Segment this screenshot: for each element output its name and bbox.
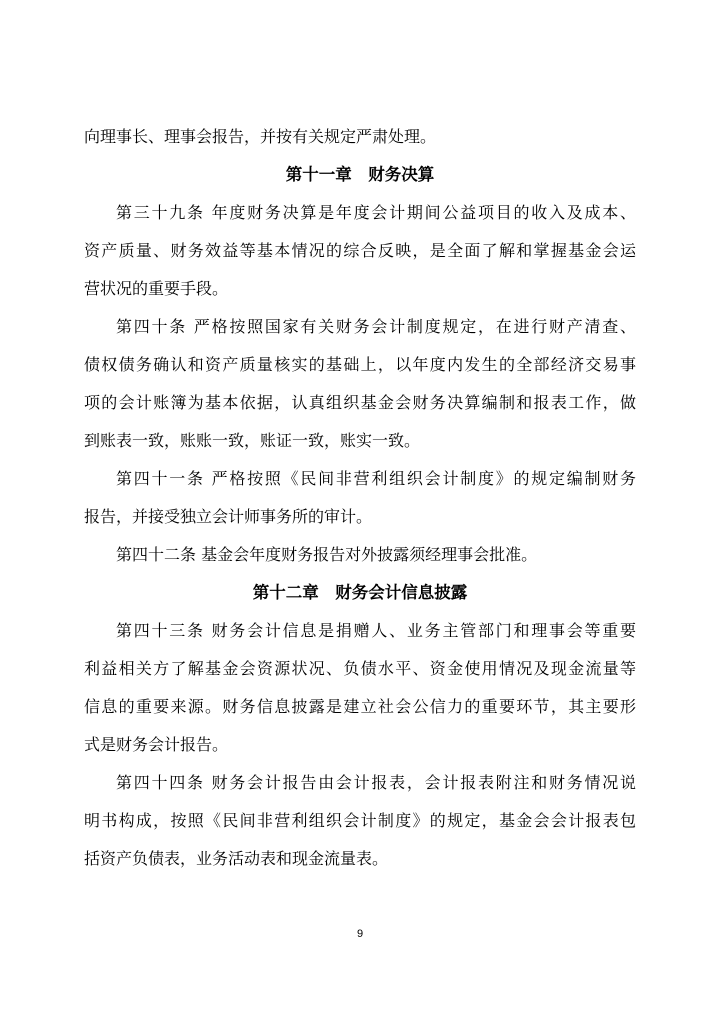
article-39-line-1: 第三十九条 年度财务决算是年度会计期间公益项目的收入及成本、 <box>116 203 636 222</box>
article-43 <box>84 612 636 764</box>
article-43-line-4: 式是财务会计报告。 <box>84 735 229 754</box>
article-43-line-2: 利益相关方了解基金会资源状况、负债水平、资金使用情况及现金流量等 <box>84 659 636 678</box>
article-40-line-2: 债权债务确认和资产质量核实的基础上，以年度内发生的全部经济交易事 <box>84 355 636 374</box>
article-41 <box>84 460 636 536</box>
article-42-line-1: 第四十二条 基金会年度财务报告对外披露须经理事会批准。 <box>116 545 538 564</box>
article-41-line-2: 报告，并接受独立会计师事务所的审计。 <box>84 507 373 526</box>
page-number: 9 <box>356 928 364 940</box>
article-44-line-1: 第四十四条 财务会计报告由会计报表，会计报表附注和财务情况说 <box>116 773 636 792</box>
article-41-line-1: 第四十一条 严格按照《民间非营利组织会计制度》的规定编制财务 <box>116 469 636 488</box>
chapter-12-heading: 第十二章 财务会计信息披露 <box>252 583 468 602</box>
article-43-line-3: 信息的重要来源。财务信息披露是建立社会公信力的重要环节，其主要形 <box>84 697 636 716</box>
article-44-line-2: 明书构成，按照《民间非营利组织会计制度》的规定，基金会会计报表包 <box>84 811 636 830</box>
article-40-line-4: 到账表一致，账账一致，账证一致，账实一致。 <box>84 431 421 450</box>
article-40-line-1: 第四十条 严格按照国家有关财务会计制度规定，在进行财产清查、 <box>116 317 636 336</box>
article-40 <box>84 308 636 460</box>
article-42 <box>84 536 636 574</box>
intro-line: 向理事长、理事会报告，并按有关规定严肃处理。 <box>84 127 437 146</box>
article-39-line-3: 营状况的重要手段。 <box>84 279 229 298</box>
article-39-line-2: 资产质量、财务效益等基本情况的综合反映，是全面了解和掌握基金会运 <box>84 241 636 260</box>
chapter-11-heading: 第十一章 财务决算 <box>285 165 435 184</box>
article-44 <box>84 764 636 878</box>
article-39 <box>84 194 636 308</box>
article-44-line-3: 括资产负债表，业务活动表和现金流量表。 <box>84 849 389 868</box>
document-body <box>84 118 636 878</box>
article-43-line-1: 第四十三条 财务会计信息是捐赠人、业务主管部门和理事会等重要 <box>116 621 636 640</box>
article-40-line-3: 项的会计账簿为基本依据，认真组织基金会财务决算编制和报表工作，做 <box>84 393 636 412</box>
